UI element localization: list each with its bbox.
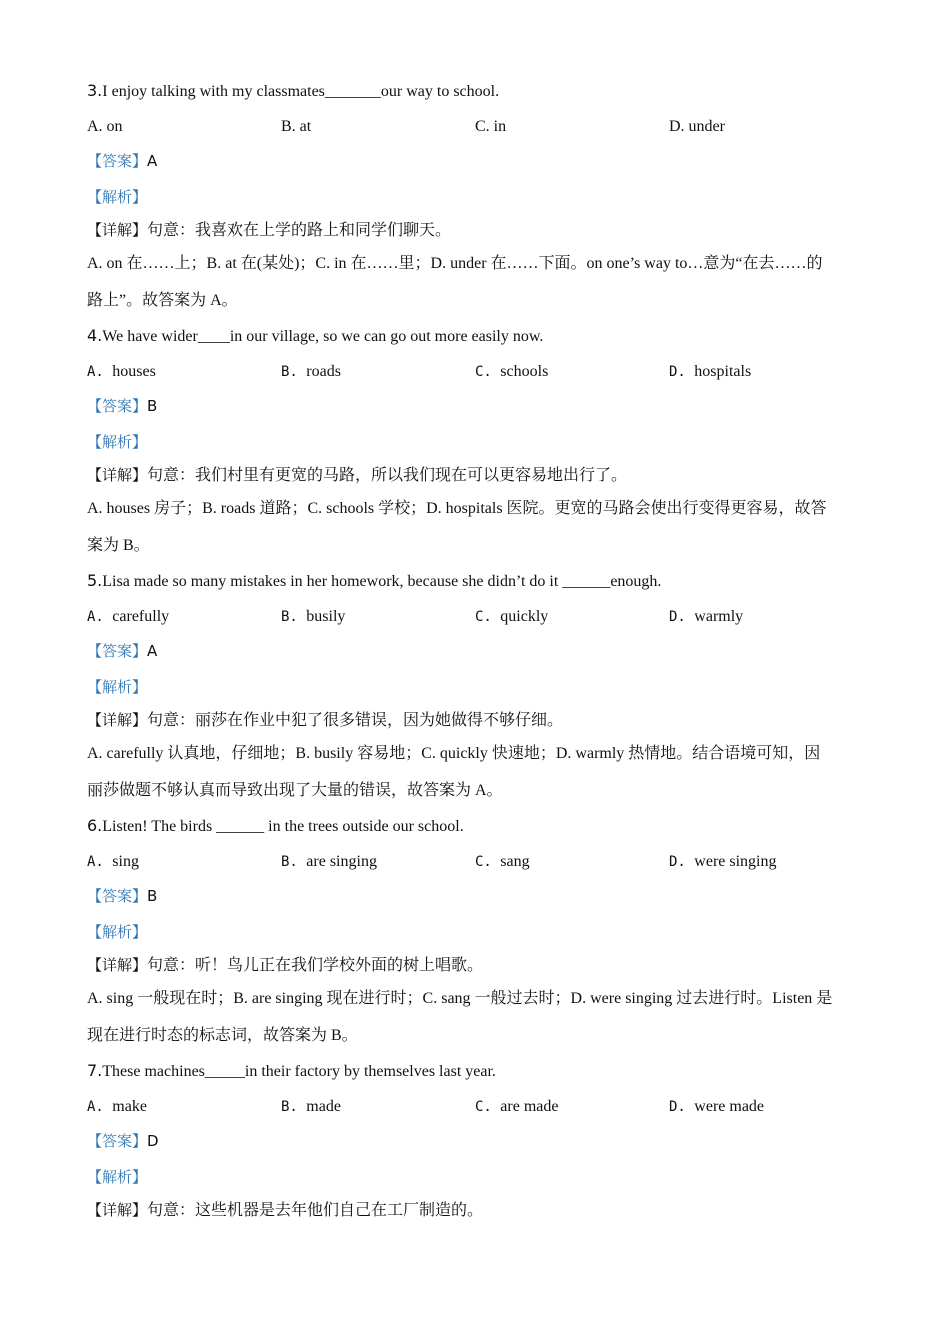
question-7 [87, 1061, 496, 1082]
option-a: A. make [87, 1098, 147, 1115]
answer-line [87, 151, 157, 172]
option-b: B. busily [281, 608, 346, 625]
question-6 [87, 816, 464, 837]
detail-meaning: 句意：我们村里有更宽的马路，所以我们现在可以更容易地出行了。 [147, 467, 628, 484]
answer-label: 【答案】 [87, 642, 148, 660]
detail-meaning: 句意：听！鸟儿正在我们学校外面的树上唱歌。 [147, 957, 484, 974]
explanation-line-1: A. carefully 认真地，仔细地；B. busily 容易地；C. quickly 快速地；D. warmly 热情地。结合语境可知，因 [87, 745, 821, 762]
option-b: B. roads [281, 363, 341, 380]
answer-label: 【答案】 [87, 152, 148, 170]
question-3 [87, 81, 499, 102]
option-a: A. sing [87, 853, 139, 870]
analysis-label: 【解析】 [87, 433, 148, 451]
detail-line [87, 465, 627, 486]
option-d: D. were singing [669, 853, 777, 870]
answer-line [87, 641, 157, 662]
detail-label: 【详解】 [87, 466, 148, 484]
answer-value: A [147, 642, 158, 660]
explanation-line-1: A. houses 房子；B. roads 道路；C. schools 学校；D. hospitals 医院。更宽的马路会使出行变得更容易，故答 [87, 500, 827, 517]
question-text: I enjoy talking with my classmates_______our way to school. [102, 83, 500, 100]
analysis-label: 【解析】 [87, 678, 148, 696]
option-d: D. were made [669, 1098, 765, 1115]
question-text: Lisa made so many mistakes in her homework, because she didn’t do it ______enough. [102, 573, 662, 590]
answer-line [87, 886, 157, 907]
question-text: Listen! The birds ______ in the trees outside our school. [102, 818, 464, 835]
option-d: D. hospitals [669, 363, 752, 380]
explanation-line-1: A. sing 一般现在时；B. are singing 现在进行时；C. sang 一般过去时；D. were singing 过去进行时。Listen 是 [87, 990, 833, 1007]
option-b: B. at [281, 118, 312, 135]
option-d: D. under [669, 118, 725, 135]
option-c: C. quickly [475, 608, 549, 625]
answer-line [87, 1131, 159, 1152]
detail-label: 【详解】 [87, 956, 148, 974]
option-a: A. on [87, 118, 123, 135]
question-5 [87, 571, 661, 592]
option-a: A. houses [87, 363, 156, 380]
detail-meaning: 句意：这些机器是去年他们自己在工厂制造的。 [147, 1202, 484, 1219]
analysis-label: 【解析】 [87, 188, 148, 206]
detail-line [87, 710, 563, 731]
answer-label: 【答案】 [87, 397, 148, 415]
question-number: 5. [87, 571, 103, 590]
explanation-line-2: 现在进行时态的标志词，故答案为 B。 [87, 1027, 358, 1044]
detail-meaning: 句意：我喜欢在上学的路上和同学们聊天。 [147, 222, 452, 239]
explanation-line-2: 路上”。故答案为 A。 [87, 292, 238, 309]
question-number: 4. [87, 326, 103, 345]
question-number: 3. [87, 81, 103, 100]
detail-line [87, 220, 451, 241]
explanation-line-1: A. on 在……上；B. at 在(某处)；C. in 在……里；D. under 在……下面。on one’s way to…意为“在去……的 [87, 255, 823, 272]
detail-meaning: 句意：丽莎在作业中犯了很多错误，因为她做得不够仔细。 [147, 712, 564, 729]
answer-label: 【答案】 [87, 1132, 148, 1150]
detail-line [87, 1200, 483, 1221]
detail-label: 【详解】 [87, 711, 148, 729]
analysis-label: 【解析】 [87, 1168, 148, 1186]
option-b: B. are singing [281, 853, 377, 870]
option-d: D. warmly [669, 608, 744, 625]
detail-label: 【详解】 [87, 221, 148, 239]
question-number: 6. [87, 816, 103, 835]
option-c: C. are made [475, 1098, 559, 1115]
answer-label: 【答案】 [87, 887, 148, 905]
detail-line [87, 955, 483, 976]
explanation-line-2: 丽莎做题不够认真而导致出现了大量的错误，故答案为 A。 [87, 782, 503, 799]
explanation-line-2: 案为 B。 [87, 537, 150, 554]
answer-value: B [147, 887, 158, 905]
option-c: C. schools [475, 363, 549, 380]
answer-value: A [147, 152, 158, 170]
answer-line [87, 396, 157, 417]
option-a: A. carefully [87, 608, 170, 625]
option-b: B. made [281, 1098, 341, 1115]
analysis-label: 【解析】 [87, 923, 148, 941]
answer-value: D [147, 1132, 159, 1150]
question-number: 7. [87, 1061, 103, 1080]
answer-value: B [147, 397, 158, 415]
detail-label: 【详解】 [87, 1201, 148, 1219]
question-text: We have wider____in our village, so we can go out more easily now. [102, 328, 544, 345]
question-text: These machines_____in their factory by themselves last year. [102, 1063, 496, 1080]
option-c: C. sang [475, 853, 530, 870]
question-4 [87, 326, 543, 347]
option-c: C. in [475, 118, 507, 135]
